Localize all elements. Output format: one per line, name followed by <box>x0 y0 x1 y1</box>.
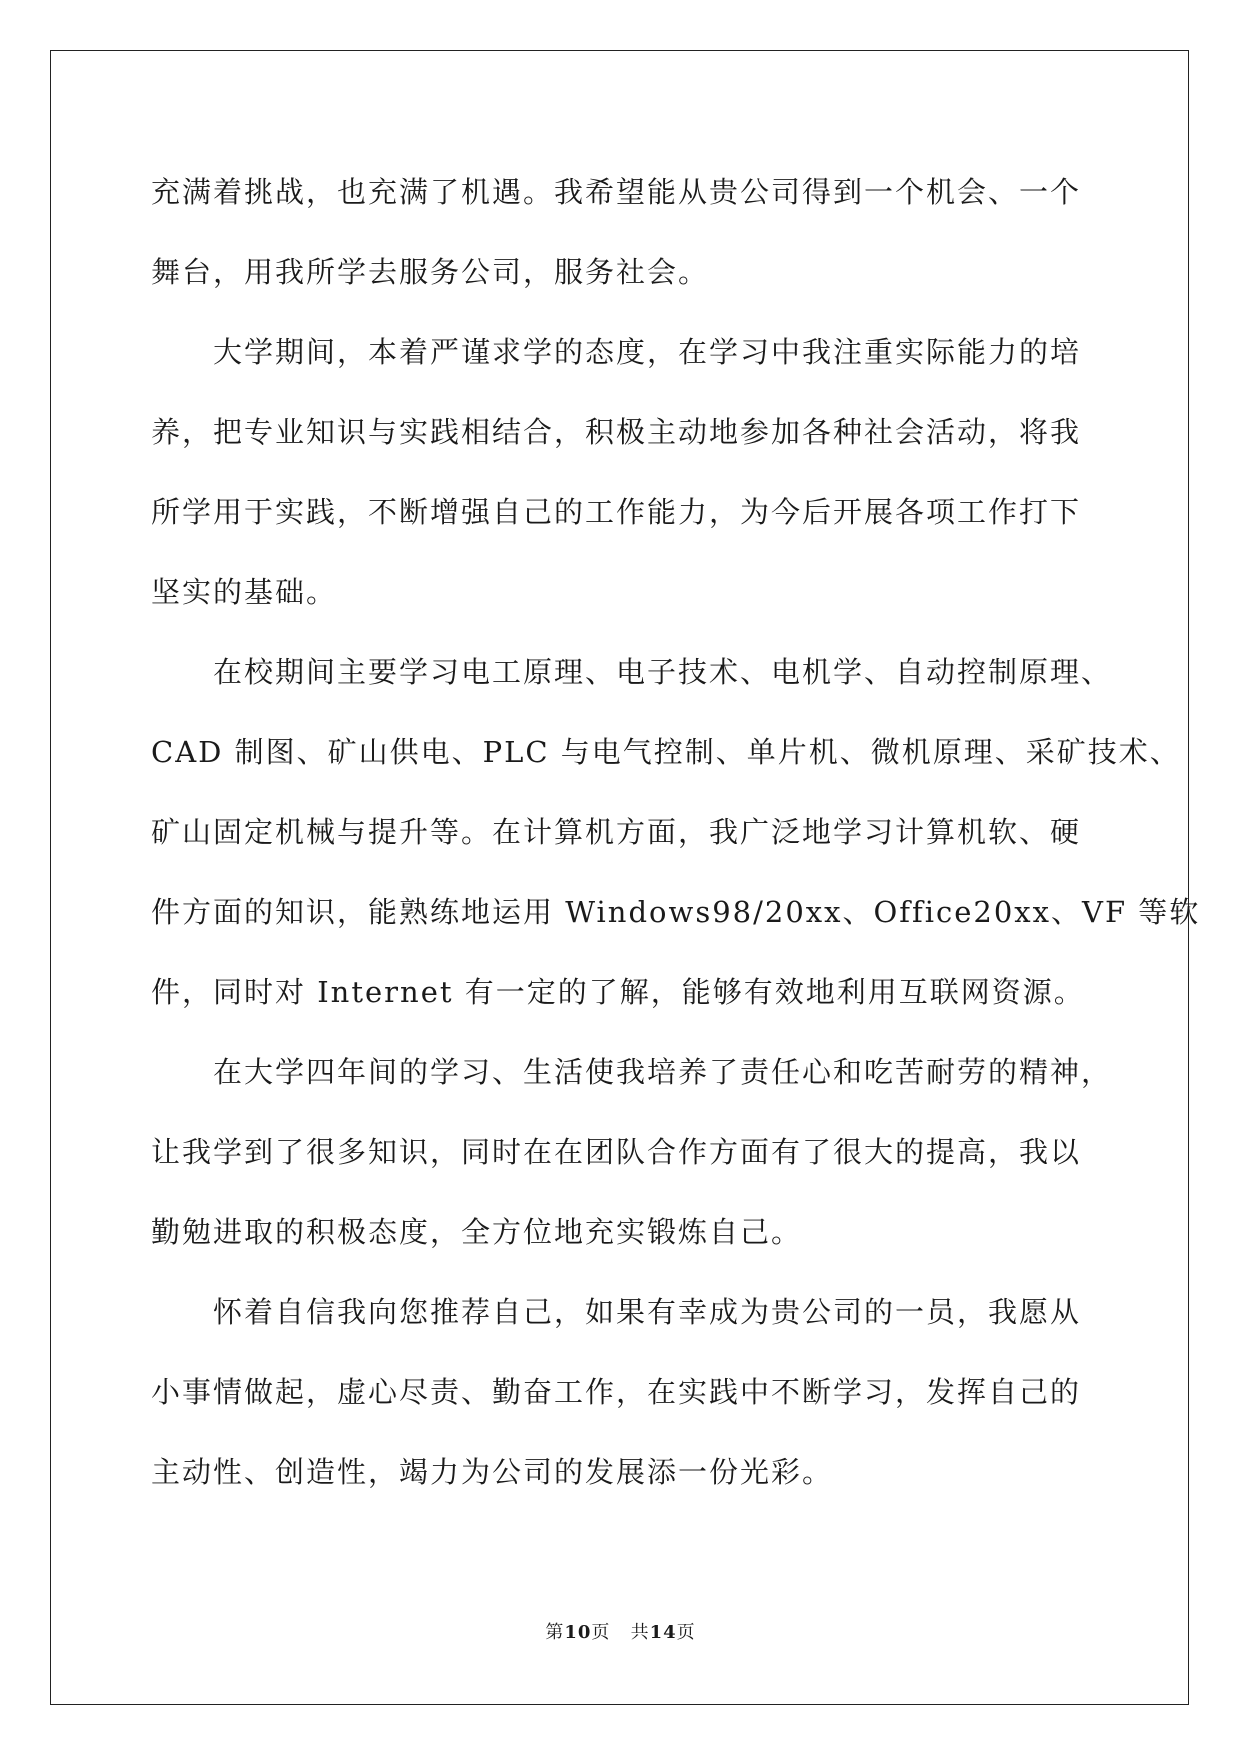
total-prefix: 共 <box>630 1622 650 1643</box>
page-prefix: 第 <box>545 1622 565 1643</box>
text-line: 件，同时对 Internet 有一定的了解，能够有效地利用互联网资源。 <box>151 975 1085 1009</box>
text-line: CAD 制图、矿山供电、PLC 与电气控制、单片机、微机原理、采矿技术、 <box>151 735 1181 769</box>
text-line: 养，把专业知识与实践相结合，积极主动地参加各种社会活动，将我 <box>151 415 1082 449</box>
text-line: 小事情做起，虚心尽责、勤奋工作，在实践中不断学习，发挥自己的 <box>151 1375 1082 1409</box>
total-suffix: 页 <box>676 1622 696 1643</box>
text-line: 怀着自信我向您推荐自己，如果有幸成为贵公司的一员，我愿从 <box>213 1295 1082 1329</box>
page-number-footer <box>0 1621 1241 1645</box>
text-line: 主动性、创造性，竭力为公司的发展添一份光彩。 <box>151 1455 834 1489</box>
text-line: 坚实的基础。 <box>151 575 338 609</box>
page-suffix: 页 <box>591 1622 611 1643</box>
document-body <box>151 152 1201 1512</box>
text-line: 在校期间主要学习电工原理、电子技术、电机学、自动控制原理、 <box>213 655 1113 689</box>
text-line: 矿山固定机械与提升等。在计算机方面，我广泛地学习计算机软、硬 <box>151 815 1082 849</box>
text-line: 让我学到了很多知识，同时在在团队合作方面有了很大的提高，我以 <box>151 1135 1082 1169</box>
text-line: 件方面的知识，能熟练地运用 Windows98/20xx、Office20xx、VF 等软 <box>151 895 1201 929</box>
text-line: 舞台，用我所学去服务公司，服务社会。 <box>151 255 710 289</box>
current-page-number: 10 <box>564 1622 592 1643</box>
text-line: 所学用于实践，不断增强自己的工作能力，为今后开展各项工作打下 <box>151 495 1082 529</box>
total-pages-number: 14 <box>649 1622 677 1643</box>
text-line: 充满着挑战，也充满了机遇。我希望能从贵公司得到一个机会、一个 <box>151 175 1082 209</box>
text-line: 勤勉进取的积极态度，全方位地充实锻炼自己。 <box>151 1215 803 1249</box>
text-line: 在大学四年间的学习、生活使我培养了责任心和吃苦耐劳的精神， <box>213 1055 1113 1089</box>
text-line: 大学期间，本着严谨求学的态度，在学习中我注重实际能力的培 <box>213 335 1082 369</box>
